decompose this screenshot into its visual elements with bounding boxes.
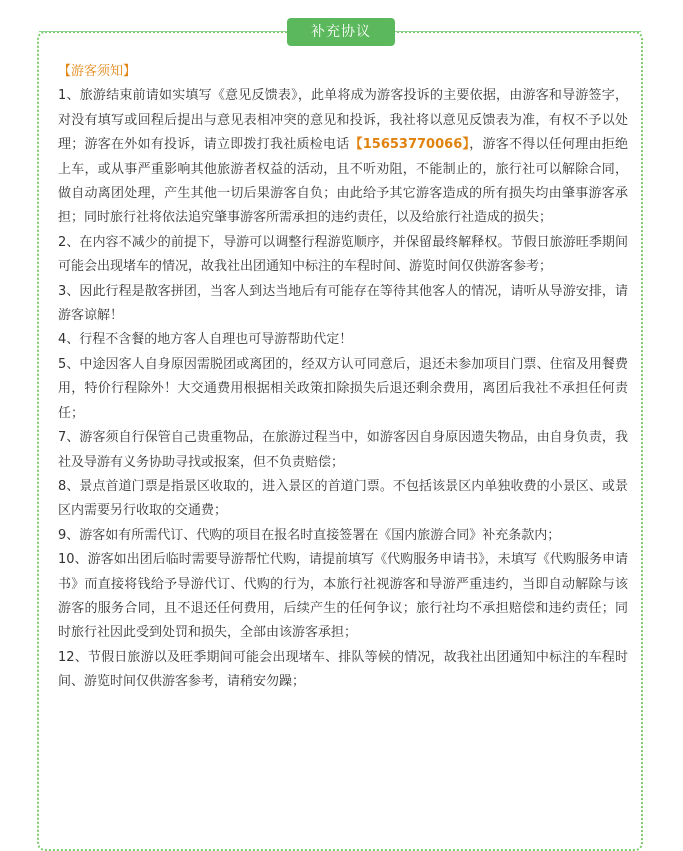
notice-item-5: 5、中途因客人自身原因需脱团或离团的，经双方认可同意后，退还未参加项目门票、住宿及用餐费用，特价行程除外！大交通费用根据相关政策扣除损失后退还剩余费用，离团后我社不承担任何责任； [58,356,628,421]
notice-item-9: 9、游客如有所需代订、代购的项目在报名时直接签署在《国内旅游合同》补充条款内； [58,527,561,543]
notice-item-4: 4、行程不含餐的地方客人自理也可导游帮助代定！ [58,332,353,348]
notice-item-7: 7、游客须自行保管自己贵重物品，在旅游过程当中，如游客因自身原因遗失物品，由自身负责，我社及导游有义务协助寻找或报案，但不负责赔偿； [58,430,628,470]
item-1-text: 1、旅游结束前请如实填写《意见反馈表》，此单将成为游客投诉的主要依据，由游客和导游签字，对没有填写或回程后提出与意见表相冲突的意见和投诉，我社将以意见反馈表为准，有权不予以处理；游客在外如有投诉，请立即拨打我社质检电话 [58,88,628,153]
notice-body [58,60,628,695]
notice-item-3: 3、因此行程是散客拼团，当客人到达当地后有可能存在等待其他客人的情况，请听从导游安排，请游客谅解！ [58,283,628,324]
section-title-tab: 补充协议 [287,18,395,46]
item-1-text-cont: ，游客不得以任何理由拒绝上车，或从事严重影响其他旅游者权益的活动，且不听劝阻，不能制止的，旅行社可以解除合同，做自动离团处理，产生其他一切后果游客自负；由此给予其它游客造成的所有损失均由肇事游客承担；同时旅行社将依法追究肇事游客所需承担的违约责任，以及给旅行社造成的损失； [58,137,628,226]
notice-item-10: 10、游客如出团后临时需要导游帮忙代购，请提前填写《代购服务申请书》，未填写《代购服务申请书》而直接将钱给予导游代订、代购的行为，本旅行社视游客和导游严重违约，当即自动解除与该游客的服务合同，且不退还任何费用，后续产生的任何争议；旅行社均不承担赔偿和违约责任；同时旅行社因此受到处罚和损失，全部由该游客承担； [58,552,628,641]
title-rule-left [39,31,287,32]
notice-heading: 【游客须知】 [58,64,137,79]
notice-item-12: 12、节假日旅游以及旺季期间可能会出现堵车、排队等候的情况，故我社出团通知中标注的车程时间、游览时间仅供游客参考，请稍安勿躁； [58,649,628,690]
notice-item-2: 2、在内容不减少的前提下，导游可以调整行程游览顺序，并保留最终解释权。节假日旅游旺季期间可能会出现堵车的情况，故我社出团通知中标注的车程时间、游览时间仅供游客参考； [58,234,628,275]
notice-item-1 [58,84,628,230]
complaint-phone: 【15653770066】 [349,137,470,153]
title-rule-right [395,31,641,32]
notice-item-8: 8、景点首道门票是指景区收取的，进入景区的首道门票。不包括该景区内单独收费的小景区、或景区内需要另行收取的交通费； [58,478,628,519]
